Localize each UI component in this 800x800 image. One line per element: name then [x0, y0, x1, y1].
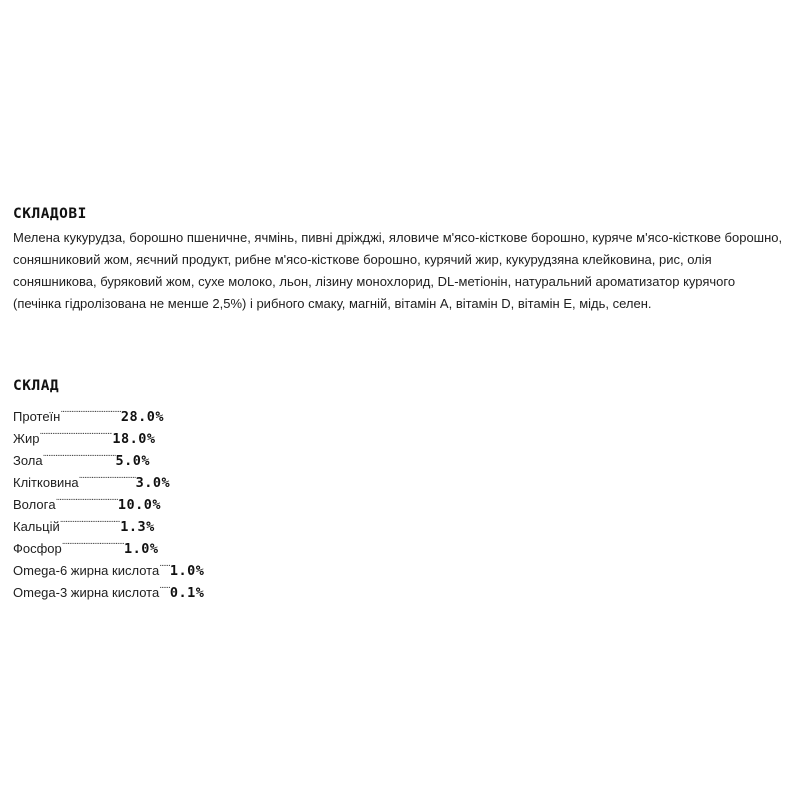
- ingredients-section: [13, 204, 783, 315]
- composition-value: 1.3%: [120, 519, 155, 535]
- composition-value: 10.0%: [117, 497, 161, 513]
- composition-section: [13, 376, 413, 601]
- dot-leader: ...................................: [55, 492, 118, 503]
- composition-row-moisture: [13, 487, 413, 513]
- composition-row-ash: [13, 443, 413, 469]
- composition-value: 5.0%: [115, 453, 151, 469]
- dot-leader: ......: [159, 580, 170, 591]
- composition-label: Зола: [13, 453, 43, 468]
- composition-value: 0.1%: [169, 585, 205, 601]
- dot-leader: ..................................: [60, 404, 121, 415]
- composition-label: Жир: [13, 431, 40, 446]
- ingredients-text: Мелена кукурудза, борошно пшеничне, ячмінь, пивні дріжджі, яловиче м'ясо-кісткове борошно, куряче м'ясо-кісткове борошно, соняшниковий жом, яєчний продукт, рибне м'ясо-кісткове борошно, курячий жир, кукурудзяна клейковина, рис, олія соняшникова, буряковий жом, сухе молоко, льон, лізину монохлорид, DL-метіонін, натуральний ароматизатор курячого (печінка гідролізована не менше 2,5%) і рибного смаку, магній, вітамін А, вітамін D, вітамін Е, мідь, селен.: [13, 230, 783, 311]
- composition-heading: СКЛАД: [13, 378, 60, 394]
- dot-leader: ..................................: [59, 514, 121, 525]
- composition-row-calcium: [13, 509, 413, 535]
- composition-row-omega6: [13, 553, 413, 579]
- composition-value: 18.0%: [112, 431, 156, 447]
- dot-leader: ...................................: [61, 536, 125, 547]
- composition-list: [13, 399, 413, 601]
- dot-leader: ................................: [78, 470, 136, 481]
- dot-leader: .........................................: [42, 448, 116, 459]
- composition-label: Клітковина: [13, 475, 79, 490]
- composition-label: Omega-3 жирна кислота: [13, 585, 160, 600]
- composition-value: 1.0%: [169, 563, 205, 579]
- composition-label: Протеїн: [13, 409, 61, 424]
- composition-label: Omega-6 жирна кислота: [13, 563, 160, 578]
- composition-label: Кальцій: [13, 519, 60, 534]
- composition-label: Вологa: [13, 497, 56, 512]
- composition-row-protein: [13, 399, 413, 425]
- composition-row-fiber: [13, 465, 413, 491]
- ingredients-heading: СКЛАДОВІ: [13, 206, 87, 222]
- composition-row-omega3: [13, 575, 413, 601]
- composition-value: 3.0%: [135, 475, 171, 491]
- composition-row-fat: [13, 421, 413, 447]
- composition-row-phosphorus: [13, 531, 413, 557]
- composition-value: 28.0%: [120, 409, 164, 425]
- composition-value: 1.0%: [124, 541, 159, 557]
- dot-leader: .........................................: [39, 426, 113, 437]
- dot-leader: ......: [159, 558, 170, 569]
- composition-label: Фосфор: [13, 541, 62, 556]
